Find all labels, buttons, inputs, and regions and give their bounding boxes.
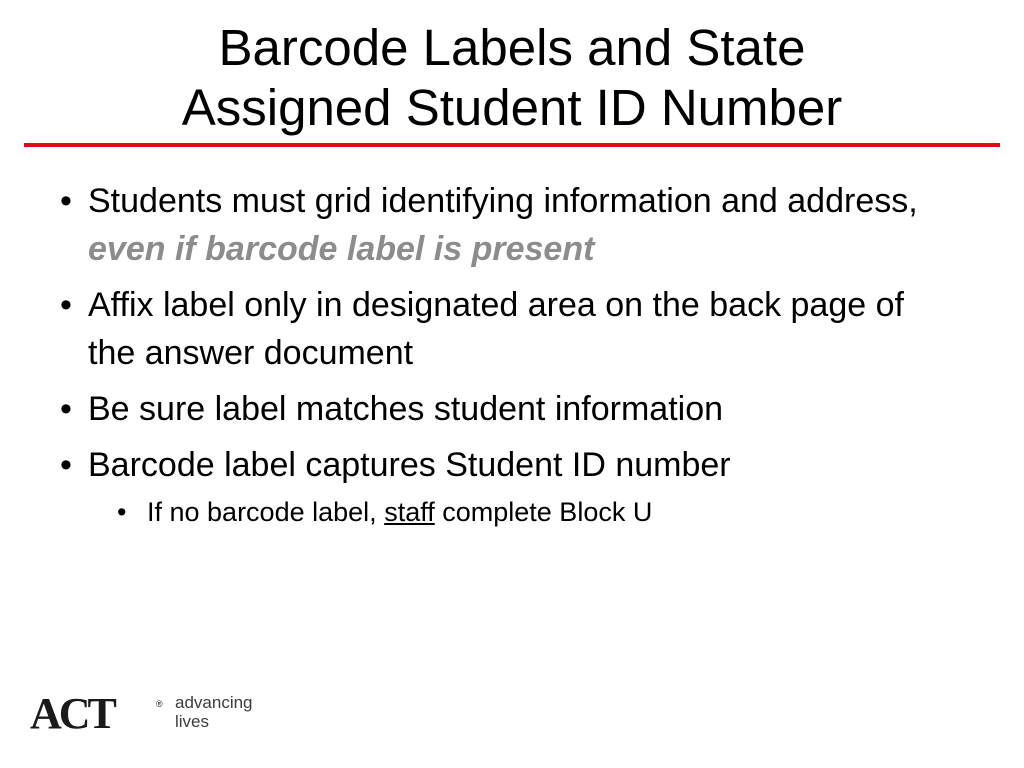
title-divider [24,143,1000,147]
bullet-marker: • [60,390,72,428]
tagline-line-1: advancing [175,693,253,712]
bullet-text: Be sure label matches student information [88,390,724,428]
title-line-1: Barcode Labels and State [218,19,806,76]
registered-mark: ® [156,699,163,709]
bullet-item [60,177,960,273]
bullet-item [60,281,960,377]
logo-tagline [175,693,253,731]
sub-bullet-item [117,493,960,531]
bullet-item [60,385,960,433]
slide-title [0,18,1024,138]
bullet-marker: • [60,182,72,220]
title-line-2: Assigned Student ID Number [181,79,843,136]
bullet-marker: • [60,286,72,324]
sub-bullet-text-before: If no barcode label, [147,497,377,527]
bullet-text: Barcode label captures Student ID number [88,446,731,484]
act-wordmark: ACT [30,696,114,730]
act-wordmark-icon [30,696,165,730]
bullet-marker: • [60,446,72,484]
bullet-text: Affix label only in designated area on the back page of the answer document [88,286,904,372]
tagline-line-2: lives [175,712,210,731]
sub-bullet-underlined: staff [384,497,435,527]
sub-bullet-marker: • [117,497,127,527]
sub-bullet-text-after: complete Block U [442,497,653,527]
bullet-item [60,441,960,489]
bullet-emphasis: even if barcode label is present [88,230,595,268]
act-logo [30,690,270,738]
bullet-list [60,177,960,531]
bullet-text: Students must grid identifying information and address, [88,182,918,220]
